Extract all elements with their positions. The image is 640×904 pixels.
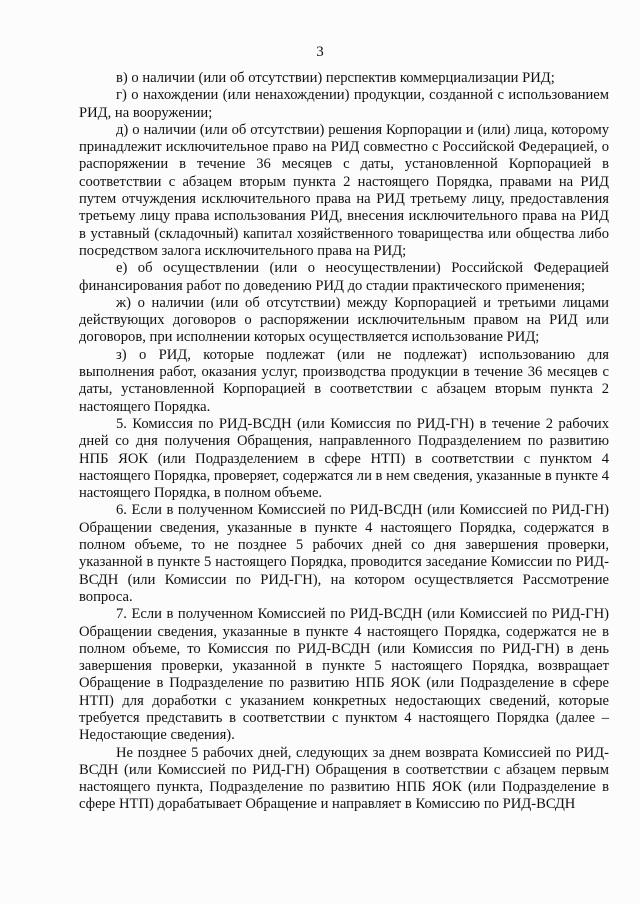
document-body — [79, 70, 609, 814]
paragraph-item-g: г) о нахождении (или ненахождении) продукции, созданной с использованием РИД, на вооружении; — [79, 87, 609, 121]
paragraph-item-d: д) о наличии (или об отсутствии) решения Корпорации и (или) лица, которому принадлежит исключительное право на РИД совместно с Российской Федерацией, о распоряжении в течение 36 месяцев с даты, установленной Корпорацией в соответствии с абзацем вторым пункта 2 настоящего Порядка, правами на РИД путем отчуждения исключительного права на РИД третьему лицу, предоставления третьему лицу права использования РИД, внесения исключительного права на РИД в уставный (складочный) капитал хозяйственного товарищества или общества либо посредством залога исключительного права на РИД; — [79, 121, 609, 259]
paragraph-clause-7-part-2: Не позднее 5 рабочих дней, следующих за днем возврата Комиссией по РИД-ВСДН (или Комиссией по РИД-ГН) Обращения в соответствии с абзацем первым настоящего пункта, Подразделение по развитию НПБ ЯОК (или Подразделение в сфере НТП) дорабатывает Обращение и направляет в Комиссию по РИД-ВСДН — [79, 744, 609, 813]
paragraph-item-z: з) о РИД, которые подлежат (или не подлежат) использованию для выполнения работ, оказания услуг, производства продукции в течение 36 месяцев с даты, установленной Корпорацией в соответствии с абзацем вторым пункта 2 настоящего Порядка. — [79, 346, 609, 415]
paragraph-clause-6: 6. Если в полученном Комиссией по РИД-ВСДН (или Комиссией по РИД-ГН) Обращении сведения, указанные в пункте 4 настоящего Порядка, содержатся в полном объеме, то не позднее 5 рабочих дней со дня завершения проверки, указанной в пункте 5 настоящего Порядка, проводится заседание Комиссии по РИД-ВСДН (или Комиссии по РИД-ГН), на котором осуществляется Рассмотрение вопроса. — [79, 502, 609, 605]
paragraph-clause-5: 5. Комиссия по РИД-ВСДН (или Комиссия по РИД-ГН) в течение 2 рабочих дней со дня получения Обращения, направленного Подразделением по развитию НПБ ЯОК (или Подразделением в сфере НТП) в соответствии с пунктом 4 настоящего Порядка, проверяет, содержатся ли в нем сведения, указанные в пункте 4 настоящего Порядка, в полном объеме. — [79, 415, 609, 502]
paragraph-item-zh: ж) о наличии (или об отсутствии) между Корпорацией и третьими лицами действующих договоров о распоряжении исключительным правом на РИД или договоров, при исполнении которых осуществляется использование РИД; — [79, 294, 609, 346]
paragraph-item-v: в) о наличии (или об отсутствии) перспектив коммерциализации РИД; — [116, 70, 555, 86]
page-number: 3 — [316, 44, 324, 60]
paragraph-clause-7: 7. Если в полученном Комиссией по РИД-ВСДН (или Комиссией по РИД-ГН) Обращении сведения, указанные в пункте 4 настоящего Порядка, содержатся не в полном объеме, то Комиссия по РИД-ВСДН (или Комиссия по РИД-ГН) в день завершения проверки, указанной в пункте 5 настоящего Порядка, возвращает Обращение в Подразделение по развитию НПБ ЯОК (или Подразделение в сфере НТП) для доработки с указанием конкретных недостающих сведений, которые требуется представить в соответствии с пунктом 4 настоящего Порядка (далее – Недостающие сведения). — [79, 606, 609, 744]
paragraph-item-e: е) об осуществлении (или о неосуществлении) Российской Федерацией финансирования работ по доведению РИД до стадии практического применения; — [79, 260, 609, 294]
